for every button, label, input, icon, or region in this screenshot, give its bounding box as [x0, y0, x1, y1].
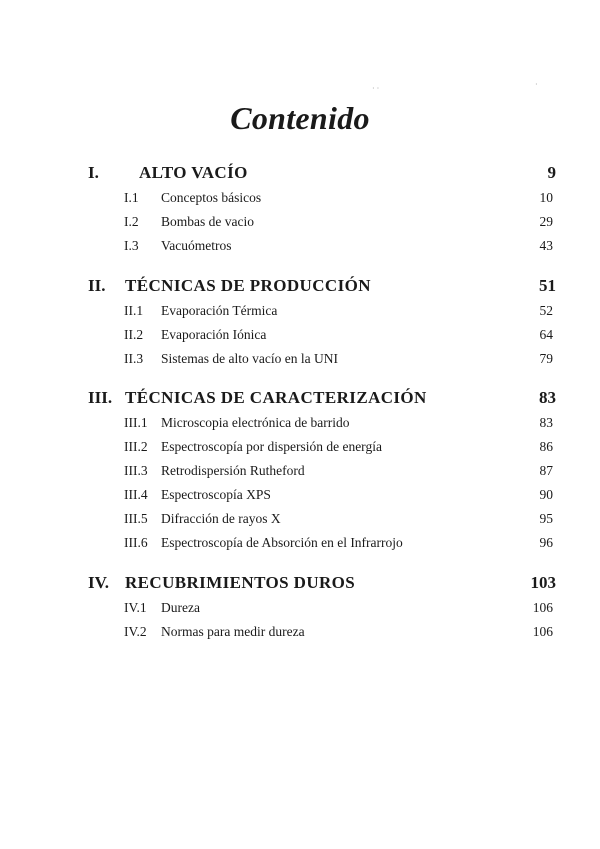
entry-title: Espectroscopía de Absorción en el Infrarrojo	[161, 535, 403, 550]
entry-title: Normas para medir dureza	[161, 624, 305, 639]
entry-title: Sistemas de alto vacío en la UNI	[161, 351, 338, 366]
entry-code: III.1	[124, 415, 148, 430]
toc-entry[interactable]	[0, 535, 600, 553]
entry-page-number: 87	[539, 463, 553, 478]
toc-entry[interactable]	[0, 511, 600, 529]
toc-entry[interactable]	[0, 624, 600, 642]
entry-title: Vacuómetros	[161, 238, 232, 253]
toc-section-heading[interactable]	[0, 573, 600, 595]
entry-page-number: 64	[539, 327, 553, 342]
scan-speck: · ·	[372, 84, 380, 93]
entry-code: I.2	[124, 214, 139, 229]
entry-code: III.3	[124, 463, 148, 478]
toc-section-heading[interactable]	[0, 388, 600, 410]
toc-entry[interactable]	[0, 351, 600, 369]
entry-page-number: 95	[539, 511, 553, 526]
entry-page-number: 96	[539, 535, 553, 550]
entry-page-number: 106	[532, 600, 553, 615]
section-title: TÉCNICAS DE PRODUCCIÓN	[125, 276, 371, 295]
entry-title: Bombas de vacio	[161, 214, 254, 229]
section-title: RECUBRIMIENTOS DUROS	[125, 573, 356, 592]
entry-title: Conceptos básicos	[161, 190, 262, 205]
toc-section-heading[interactable]	[0, 276, 600, 298]
toc-entry[interactable]	[0, 327, 600, 345]
section-page-number: 103	[530, 573, 556, 592]
entry-page-number: 52	[539, 303, 553, 318]
section-page-number: 83	[539, 388, 556, 407]
section-numeral: I.	[88, 163, 99, 182]
toc-entry[interactable]	[0, 600, 600, 618]
entry-title: Espectroscopía XPS	[161, 487, 271, 502]
entry-page-number: 90	[539, 487, 553, 502]
entry-title: Dureza	[161, 600, 200, 615]
entry-title: Microscopia electrónica de barrido	[161, 415, 350, 430]
entry-title: Espectroscopía por dispersión de energía	[161, 439, 382, 454]
entry-page-number: 43	[539, 238, 553, 253]
entry-code: II.3	[124, 351, 144, 366]
toc-entry[interactable]	[0, 214, 600, 232]
entry-code: III.4	[124, 487, 148, 502]
entry-title: Retrodispersión Rutheford	[161, 463, 305, 478]
toc-entry[interactable]	[0, 190, 600, 208]
scan-speck: ·	[535, 80, 538, 89]
entry-page-number: 106	[532, 624, 553, 639]
entry-code: IV.2	[124, 624, 147, 639]
entry-code: I.1	[124, 190, 139, 205]
section-numeral: IV.	[88, 573, 109, 592]
entry-title: Difracción de rayos X	[161, 511, 281, 526]
entry-page-number: 29	[539, 214, 553, 229]
entry-page-number: 79	[539, 351, 553, 366]
entry-title: Evaporación Iónica	[161, 327, 267, 342]
entry-code: IV.1	[124, 600, 147, 615]
toc-entry[interactable]	[0, 238, 600, 256]
toc-entry[interactable]	[0, 439, 600, 457]
toc-entry[interactable]	[0, 415, 600, 433]
entry-code: II.2	[124, 327, 144, 342]
section-title: TÉCNICAS DE CARACTERIZACIÓN	[125, 388, 427, 407]
section-numeral: II.	[88, 276, 106, 295]
entry-code: I.3	[124, 238, 139, 253]
entry-code: III.5	[124, 511, 148, 526]
toc-section-heading[interactable]	[0, 163, 600, 185]
section-title: ALTO VACÍO	[139, 163, 248, 182]
section-page-number: 51	[539, 276, 556, 295]
page-title: Contenido	[230, 100, 370, 136]
toc-entry[interactable]	[0, 303, 600, 321]
entry-page-number: 83	[539, 415, 553, 430]
toc-entry[interactable]	[0, 463, 600, 481]
entry-title: Evaporación Térmica	[161, 303, 278, 318]
section-page-number: 9	[547, 163, 556, 182]
entry-page-number: 10	[539, 190, 553, 205]
toc-entry[interactable]	[0, 487, 600, 505]
entry-code: III.2	[124, 439, 148, 454]
entry-code: II.1	[124, 303, 144, 318]
section-numeral: III.	[88, 388, 113, 407]
entry-page-number: 86	[539, 439, 553, 454]
entry-code: III.6	[124, 535, 148, 550]
